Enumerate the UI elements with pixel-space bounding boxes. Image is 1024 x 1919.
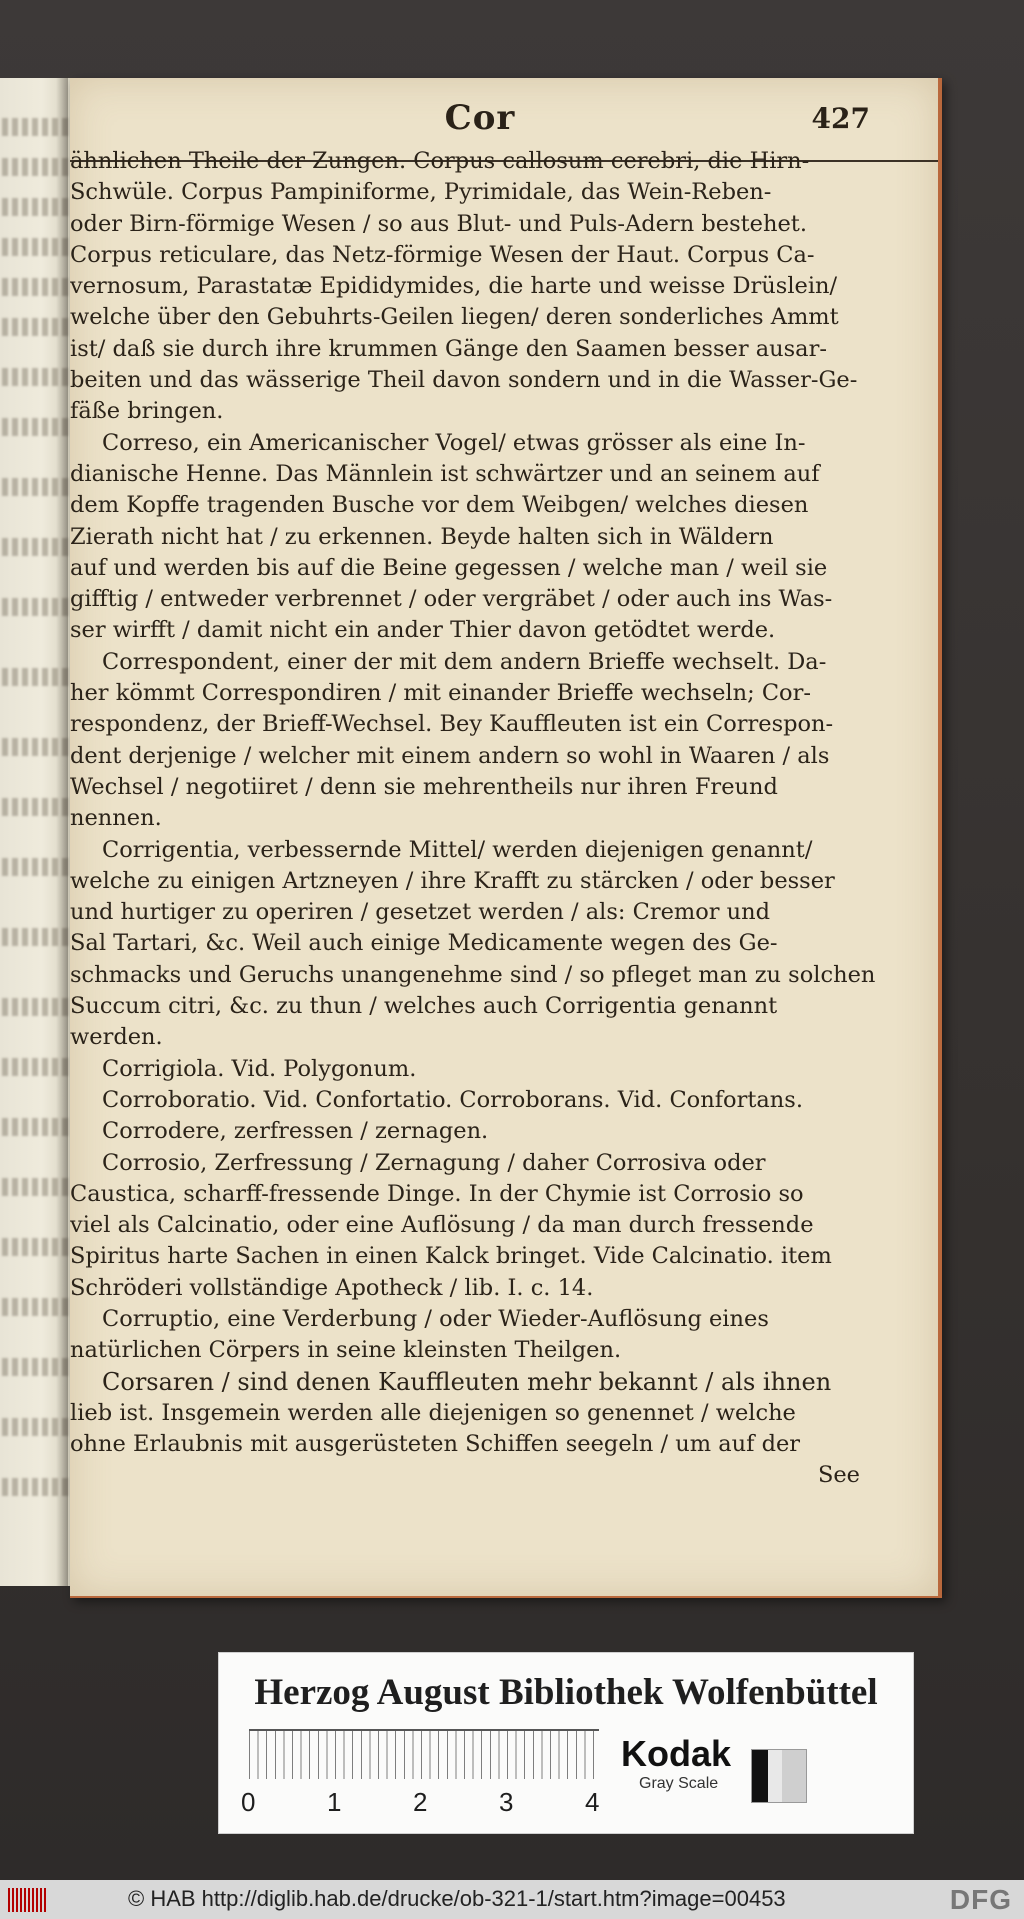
body-text — [70, 146, 938, 1492]
text-line: ist/ daß sie durch ihre krummen Gänge den Saamen besser ausar- — [70, 335, 827, 362]
page-number: 427 — [811, 102, 870, 135]
text-line: Corpus reticulare, das Netz-förmige Wesen der Haut. Corpus Ca- — [70, 241, 815, 268]
ruler-number: 4 — [585, 1787, 600, 1817]
text-line: fäße bringen. — [70, 398, 224, 425]
book-page — [70, 78, 942, 1598]
ruler-number: 2 — [413, 1787, 428, 1817]
library-name: Herzog August Bibliothek Wolfenbüttel — [254, 1672, 878, 1713]
text-line: welche zu einigen Artzneyen / ihre Krafft zu stärcken / oder besser — [70, 867, 835, 894]
text-line: vernosum, Parastatæ Epididymides, die harte und weisse Drüslein/ — [70, 273, 838, 300]
text-line: Corsaren / sind denen Kauffleuten mehr bekannt / als ihnen — [102, 1367, 832, 1396]
kodak-logo: Kodak — [621, 1733, 732, 1774]
text-line: respondenz, der Brieff-Wechsel. Bey Kauffleuten ist ein Correspon- — [70, 711, 834, 738]
text-line: dianische Henne. Das Männlein ist schwärtzer und an seinem auf — [70, 460, 820, 487]
text-line: nennen. — [70, 805, 162, 832]
text-line: Sal Tartari, &c. Weil auch einige Medicamente wegen des Ge- — [70, 930, 778, 957]
footer-bar — [0, 1880, 1024, 1919]
text-line: ähnlichen Theile der Zungen. Corpus callosum cerebri, die Hirn- — [70, 148, 810, 174]
catchword: See — [817, 1462, 860, 1489]
text-line: lieb ist. Insgemein werden alle diejenigen so genennet / welche — [70, 1399, 796, 1426]
running-head: Cor — [444, 98, 516, 138]
text-line: Corrosio, Zerfressung / Zernagung / daher Corrosiva oder — [102, 1149, 766, 1176]
text-line: Schröderi vollständige Apotheck / lib. I. c. 14. — [70, 1274, 594, 1301]
text-line: Caustica, scharff-fressende Dinge. In der Chymie ist Corrosio so — [70, 1180, 804, 1207]
text-line: Zierath nicht hat / zu erkennen. Beyde halten sich in Wäldern — [70, 523, 774, 550]
text-line: dent derjenige / welcher mit einem andern so wohl in Waaren / als — [70, 742, 830, 769]
text-line: gifftig / entweder verbrennet / oder vergräbet / oder auch ins Was- — [70, 586, 833, 613]
text-line: werden. — [70, 1024, 163, 1051]
ruler-number: 3 — [499, 1787, 514, 1817]
text-line: dem Kopffe tragenden Busche vor dem Weibgen/ welches diesen — [70, 492, 809, 519]
text-line: ser wirfft / damit nicht ein ander Thier davon getödtet werde. — [70, 617, 776, 644]
text-line: Spiritus harte Sachen in einen Kalck bringet. Vide Calcinatio. item — [70, 1243, 832, 1270]
text-line: oder Birn-förmige Wesen / so aus Blut- und Puls-Adern bestehet. — [70, 210, 807, 237]
footer-credit: © HAB http://diglib.hab.de/drucke/ob-321-1/start.htm?image=00453 — [128, 1886, 786, 1911]
text-line: Corruptio, eine Verderbung / oder Wieder-Auflösung eines — [102, 1305, 769, 1332]
text-line: Corrigentia, verbessernde Mittel/ werden diejenigen genannt/ — [102, 836, 813, 863]
text-line: beiten und das wässerige Theil davon sondern und in die Wasser-Ge- — [70, 367, 858, 394]
text-line: viel als Calcinatio, oder eine Auflösung / da man durch fressende — [70, 1212, 814, 1239]
dfg-logo: DFG — [949, 1884, 1012, 1915]
text-line: ohne Erlaubnis mit ausgerüsteten Schiffen seegeln / um auf der — [70, 1431, 801, 1458]
library-color-card — [218, 1652, 914, 1834]
text-line: auf und werden bis auf die Beine gegessen / welche man / weil sie — [70, 554, 828, 581]
ruler-scale — [249, 1729, 599, 1779]
text-line: Correso, ein Americanischer Vogel/ etwas grösser als eine In- — [102, 429, 806, 456]
text-line: Correspondent, einer der mit dem andern Brieffe wechselt. Da- — [102, 648, 827, 675]
text-line: Corrigiola. Vid. Polygonum. — [102, 1055, 417, 1082]
text-line: Corrodere, zerfressen / zernagen. — [102, 1118, 489, 1145]
text-line: Corroboratio. Vid. Confortatio. Corroborans. Vid. Confortans. — [102, 1086, 803, 1113]
ruler-numbers — [241, 1787, 621, 1817]
gray-scale-label: Gray Scale — [639, 1775, 719, 1792]
text-line: her kömmt Correspondiren / mit einander Brieffe wechseln; Cor- — [70, 680, 811, 707]
text-line: Schwüle. Corpus Pampiniforme, Pyrimidale, das Wein-Reben- — [70, 179, 772, 206]
page-header — [70, 98, 938, 146]
gray-scale-swatch — [751, 1749, 807, 1803]
text-line: welche über den Gebuhrts-Geilen liegen/ deren sonderliches Ammt — [70, 304, 839, 331]
text-line: Wechsel / negotiiret / denn sie mehrentheils nur ihren Freund — [70, 773, 778, 800]
ruler-baseline — [249, 1729, 599, 1731]
ruler-number: 1 — [327, 1787, 342, 1817]
text-line: und hurtiger zu operiren / gesetzet werden / als: Cremor und — [70, 899, 771, 926]
ruler-number: 0 — [241, 1787, 256, 1817]
barcode-icon — [8, 1888, 46, 1912]
page-gutter-shadow — [56, 78, 68, 1586]
text-line: natürlichen Cörpers in seine kleinsten Theilgen. — [70, 1337, 622, 1364]
text-line: schmacks und Geruchs unangenehme sind / so pfleget man zu solchen — [70, 961, 876, 988]
text-line: Succum citri, &c. zu thun / welches auch Corrigentia genannt — [70, 993, 778, 1020]
